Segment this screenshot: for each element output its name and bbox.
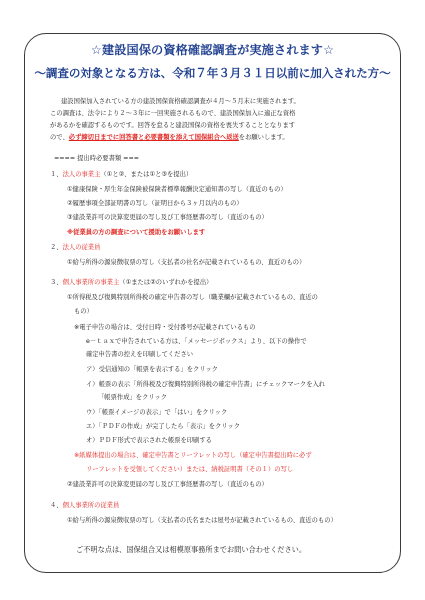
etax-step-i-cont: 「帳票作成」をクリック (98, 394, 168, 401)
section1-note: ※従業員の方の調査について援助をお願いします (67, 229, 206, 236)
etax-note-1: ※電子申告の場合は、受付日時・受付番号が記載されているもの (74, 324, 256, 331)
etax-step-o: オ）ＰＤＦ形式で表示された帳票を印刷する (86, 437, 212, 444)
etax-step-i: イ）帳票の表示「所得税及び復興特別所得税の確定申告書」にチェックマークを入れ (86, 381, 326, 388)
section1-item-3: ③建設業許可の決算変更届の写し及び工事経歴書の写し（直近のもの） (67, 214, 268, 221)
section1-rule: （①と②、または①と③を提出） (100, 171, 193, 178)
etax-note-3: 確定申告書の控えを印刷してください (86, 351, 194, 358)
etax-note-2: e－ｔａｘで申告されている方は、「メッセージボックス」より、以下の操作で (86, 338, 307, 345)
section3-heading (50, 279, 212, 287)
section2-number: ２、 (50, 244, 63, 251)
section4-heading (50, 502, 119, 510)
section1-item-1: ①健康保険・厚生年金保険被保険者標準報酬決定通知書の写し（直近のもの） (67, 186, 287, 193)
section1-number: １、 (50, 171, 63, 178)
section3-item-1-cont: もの） (74, 308, 93, 315)
section4-who: 個人事業所の従業員 (62, 502, 120, 509)
section2-item-1: ①給与所得の源泉徴収票の写し（支払者の社名が記載されているもの、直近のもの） (67, 259, 306, 266)
etax-step-u: ウ）「帳票イメージの表示」で「はい」をクリック (86, 409, 228, 416)
section3-who: 個人事業所の事業主 (62, 279, 120, 286)
section3-number: ３、 (50, 279, 63, 286)
intro-line-3: があるかを確認するものです。回答を怠ると建設国保の資格を喪失することとなります (50, 122, 296, 129)
section1-who: 法人の事業主 (62, 171, 101, 178)
intro-line-4 (50, 134, 289, 142)
page-subtitle: ～調査の対象となる方は、令和７年３月３１日以前に加入された方～ (34, 66, 391, 80)
intro-line-4-start: ので、 (50, 134, 69, 141)
section3-item-2: ②建設業許可の決算変更届の写し及び工事経歴書の写し（直近のもの） (67, 481, 268, 488)
section3-rule: （①または②のいずれかを提出） (119, 279, 213, 286)
section4-number: ４、 (50, 502, 63, 509)
page-title: ☆建設国保の資格確認調査が実施されます☆ (90, 43, 335, 57)
section2-heading (50, 244, 100, 252)
paper-note-1: ※紙媒体提出の場合は、確定申告書とリーフレットの写し（確定申告書提出時に必ず (74, 452, 312, 459)
etax-step-a: ア）受信通知の「帳票を表示する」をクリック (86, 366, 218, 373)
paper-note-2: リーフレットを受領してください）または、納税証明書（その１）の写し (86, 466, 294, 473)
section3-item-1: ①所得税及び復興特別所得税の確定申告書の写し（職業欄が記載されているもの、直近の (67, 294, 318, 301)
intro-line-2: この調査は、法令により２～３年に一回実施されるもので、建設国保加入に適正な資格 (50, 110, 296, 117)
closing-text: ご不明な点は、国保組合又は相模原事務所までお問い合わせください。 (76, 545, 307, 554)
docs-heading: ==== 提出時必要書類 === (54, 155, 140, 162)
section2-who: 法人の従業員 (62, 244, 101, 251)
section1-item-2: ②履歴事項全部証明書の写し（証明日から３ヶ月以内のもの） (67, 200, 243, 207)
intro-emphasis: 必ず締切日までに回答書と必要書類を添えて国保組合へ返送 (68, 134, 239, 141)
intro-line-4-end: をお願いします。 (238, 134, 289, 141)
section4-item-1: ①給与所得の源泉徴収票の写し（支払者の氏名または屋号が記載されているもの、直近のもの） (67, 517, 337, 524)
etax-step-e: エ）「ＰＤＦの作成」が完了したら「表示」をクリック (86, 423, 241, 430)
section1-heading (50, 171, 192, 179)
intro-line-1: 建設国保加入されている方の建設国保資格確認調査が４月～５月末に実施されます。 (61, 98, 300, 105)
